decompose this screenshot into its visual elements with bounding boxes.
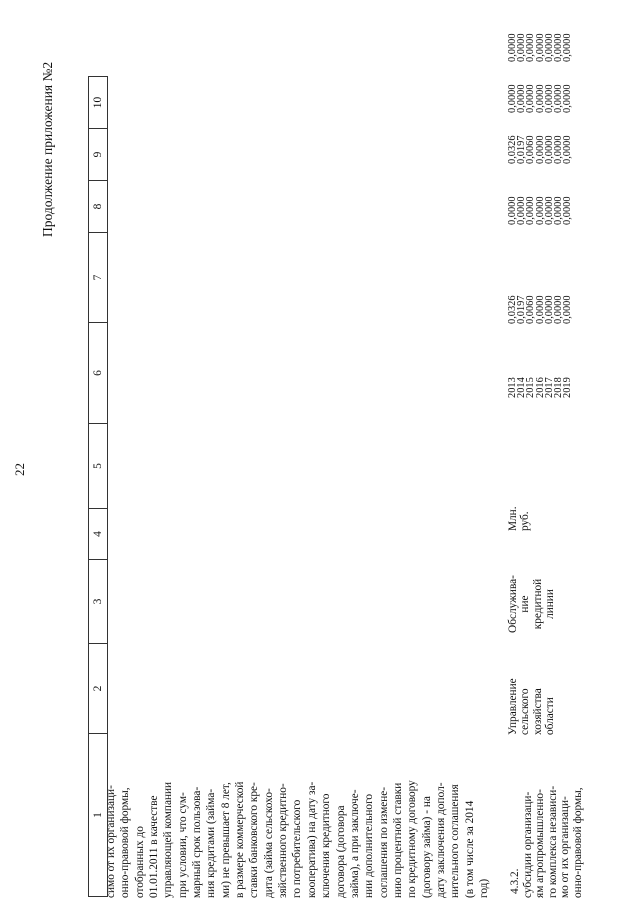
description-line: нии дополнительного (363, 793, 376, 898)
value-cell: 0,0000 (562, 84, 574, 113)
description-line: ключения кредитного (320, 793, 333, 898)
value-cell: 0,0326 (507, 295, 518, 324)
column-header-10: 10 (89, 77, 108, 129)
description-line: нительного соглашения (449, 784, 462, 898)
page-number: 22 (12, 463, 27, 476)
description-line: договора (договора (334, 805, 347, 898)
year-cell: 2019 (562, 377, 574, 398)
col10-values (508, 33, 572, 62)
description-line: отобранных до (133, 826, 146, 898)
year-cell: 2017 (543, 377, 555, 398)
row-description (522, 743, 584, 898)
row-number: 4.3.2. (509, 868, 521, 894)
value-cell: 0,0000 (516, 33, 528, 62)
description-line: ставки банковского кре- (248, 782, 261, 898)
value-cell: 0,0000 (534, 196, 546, 225)
value-cell: 0,0000 (562, 33, 574, 62)
description-line: (договору займа) - на (420, 796, 433, 898)
value-cell: 0,0000 (507, 33, 518, 62)
executor-line: Управление (507, 678, 519, 735)
description-line: по кредитному договору (406, 780, 419, 898)
description-line: онно-правовой формы, (119, 787, 132, 898)
unit-line: Млн. (507, 506, 519, 531)
value-cell: 0,0000 (543, 135, 555, 164)
description-line: нию процентной ставки (391, 782, 404, 898)
year-cell: 2018 (553, 377, 565, 398)
page-title: Продолжение приложения №2 (40, 61, 55, 237)
description-line: мо от их организаци- (559, 796, 572, 898)
col7-values (508, 196, 572, 225)
value-cell: 0,0000 (516, 84, 528, 113)
value-cell: 0,0060 (525, 295, 537, 324)
value-cell: 0,0197 (516, 135, 528, 164)
value-cell: 0,0000 (507, 196, 518, 225)
value-cell: 0,0000 (553, 33, 565, 62)
description-line: год) (477, 878, 490, 898)
executor-line: области (544, 697, 557, 735)
col9-values (508, 84, 572, 113)
description-line: ния кредитами (займа- (205, 788, 218, 898)
column-header-7: 7 (89, 233, 108, 323)
event-line: Обслужива- (507, 575, 519, 633)
event-line: линии (544, 589, 557, 619)
value-cell: 0,0000 (525, 33, 537, 62)
description-line: го потребительского (291, 799, 304, 898)
description-line: симо от их организаци- (105, 785, 117, 898)
year-cell: 2014 (516, 377, 528, 398)
continued-description (104, 748, 491, 898)
value-cell: 0,0000 (516, 196, 528, 225)
column-header-3: 3 (89, 560, 108, 644)
description-line: марный срок пользова- (191, 786, 204, 898)
description-line: зяйственного кредитно- (277, 783, 290, 898)
year-cell: 2013 (507, 377, 518, 398)
col8-values (508, 135, 572, 164)
description-line: ми) не превышает 8 лет, (219, 782, 232, 898)
value-cell: 0,0000 (562, 135, 574, 164)
description-line: го комплекса независи- (546, 785, 559, 898)
executor-line: хозяйства (531, 688, 544, 735)
event-cell (507, 565, 557, 643)
value-cell: 0,0000 (543, 84, 555, 113)
col6-values (508, 295, 572, 324)
column-header-4: 4 (89, 509, 108, 560)
description-line: (в том числе за 2014 (463, 800, 476, 898)
column-header-9: 9 (89, 129, 108, 181)
executor-line: сельского (519, 688, 532, 735)
year-cell: 2016 (534, 377, 546, 398)
value-cell: 0,0000 (553, 135, 565, 164)
description-line: кооператива) на дату за- (305, 781, 318, 898)
value-cell: 0,0000 (525, 196, 537, 225)
description-line: в размере коммерческой (234, 781, 247, 898)
value-cell: 0,0060 (525, 135, 537, 164)
value-cell: 0,0000 (525, 84, 537, 113)
description-line: 01.01.2011 в качестве (148, 795, 161, 898)
value-cell: 0,0000 (562, 295, 574, 324)
value-cell: 0,0000 (534, 135, 546, 164)
value-cell: 0,0000 (543, 196, 555, 225)
value-cell: 0,0000 (553, 196, 565, 225)
column-header-2: 2 (89, 644, 108, 734)
column-header-8: 8 (89, 181, 108, 233)
unit-cell (507, 506, 532, 531)
value-cell: 0,0000 (534, 295, 546, 324)
executor-cell (507, 678, 557, 735)
description-line: при условии, что сум- (176, 792, 189, 898)
value-cell: 0,0000 (553, 295, 565, 324)
column-header-1: 1 (89, 734, 108, 897)
value-cell: 0,0000 (534, 84, 546, 113)
value-cell: 0,0000 (543, 295, 555, 324)
description-line: управляющей компании (162, 781, 175, 898)
column-header-5: 5 (89, 424, 108, 509)
description-line: дату заключения допол- (434, 782, 447, 898)
value-cell: 0,0000 (507, 84, 518, 113)
description-line: займа), а при заключе- (348, 789, 361, 898)
value-cell: 0,0000 (534, 33, 546, 62)
description-line: дита (займа сельскохо- (262, 788, 275, 898)
years-column (508, 377, 572, 398)
value-cell: 0,0000 (553, 84, 565, 113)
value-cell: 0,0197 (516, 295, 528, 324)
column-header-6: 6 (89, 323, 108, 424)
description-line: субсидии организаци- (522, 791, 534, 898)
unit-line: руб. (519, 511, 532, 531)
value-cell: 0,0326 (507, 135, 518, 164)
value-cell: 0,0000 (543, 33, 555, 62)
event-line: ние (519, 595, 532, 613)
description-line: ям агропромышленно- (534, 789, 547, 898)
year-cell: 2015 (525, 377, 537, 398)
description-line: соглашения по измене- (377, 786, 390, 898)
event-line: кредитной (531, 578, 544, 630)
description-line: онно-правовой формы, (571, 787, 584, 898)
value-cell: 0,0000 (562, 196, 574, 225)
